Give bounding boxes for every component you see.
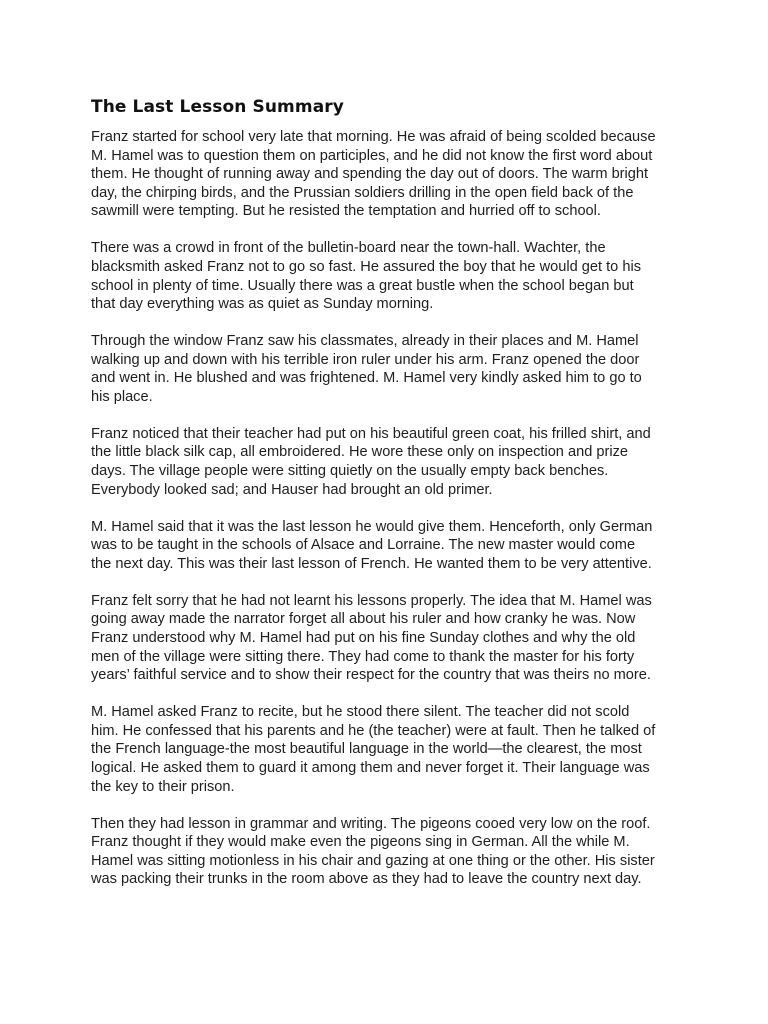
paragraph-6: Franz felt sorry that he had not learnt his lessons properly. The idea that M. Hamel was going away made the narrator forget all about his ruler and how cranky he was. Now Franz understood why M. Hamel had put on his fine Sunday clothes and why the old men of the village were sitting there. They had come to thank the master for his forty years’ faithful service and to show their respect for the country that was theirs no more. xyxy=(91,592,652,684)
paragraph-3: Through the window Franz saw his classmates, already in their places and M. Hamel walking up and down with his terrible iron ruler under his arm. Franz opened the door and went in. He blushed and was frightened. M. Hamel very kindly asked him to go to his place. xyxy=(91,333,642,405)
paragraph-2: There was a crowd in front of the bulletin-board near the town-hall. Wachter, the blacksmith asked Franz not to go so fast. He assured the boy that he would get to his school in plenty of time. Usually there was a great bustle when the school began but that day everything was as quiet as Sunday morning. xyxy=(91,240,642,313)
paragraph-8: Then they had lesson in grammar and writing. The pigeons cooed very low on the roof. Franz thought if they would make even the pigeons sing in German. All the while M. Hamel was sitting motionless in his chair and gazing at one thing or the other. His sister was packing their trunks in the room above as they had to leave the country next day. xyxy=(91,815,655,888)
paragraph-7: M. Hamel asked Franz to recite, but he stood there silent. The teacher did not scold him. He confessed that his parents and he (the teacher) were at fault. Then he talked of the French language-the most beautiful language in the world—the clearest, the most logical. He asked them to guard it among them and never forget it. Their language was the key to their prison. xyxy=(91,704,656,795)
paragraph-1: Franz started for school very late that morning. He was afraid of being scolded because M. Hamel was to question them on participles, and he did not know the first word about them. He thought of running away and spending the day out of doors. The warm bright day, the chirping birds, and the Prussian soldiers drilling in the open field back of the sawmill were tempting. But he resisted the temptation and hurried off to school. xyxy=(91,129,656,220)
paragraph-4: Franz noticed that their teacher had put on his beautiful green coat, his frilled shirt, and the little black silk cap, all embroidered. He wore these only on inspection and prize days. The village people were sitting quietly on the usually empty back benches. Everybody looked sad; and Hauser had brought an old primer. xyxy=(91,425,651,498)
document-page xyxy=(91,96,691,907)
paragraph-5: M. Hamel said that it was the last lesson he would give them. Henceforth, only German was to be taught in the schools of Alsace and Lorraine. The new master would come the next day. This was their last lesson of French. He wanted them to be very attentive. xyxy=(91,518,653,572)
document-title: The Last Lesson Summary xyxy=(91,97,344,117)
